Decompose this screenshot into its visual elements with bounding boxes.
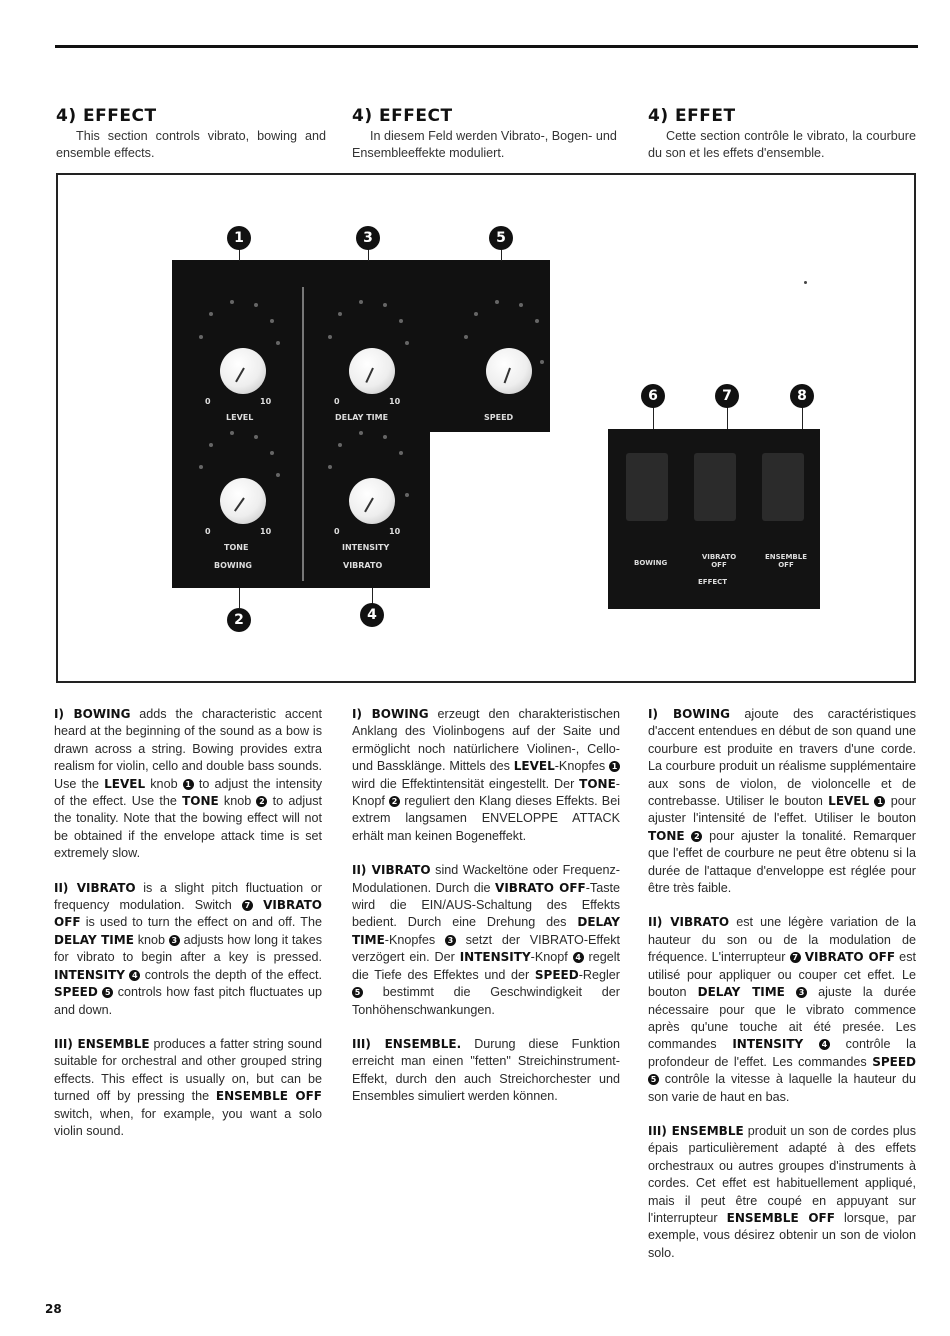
control-name: SPEED — [872, 1054, 916, 1069]
callout-ref: 4 — [129, 970, 140, 981]
body-text: adjusts how long it takes for vibrato to begin after a key is pressed. — [54, 932, 322, 965]
tone-knob[interactable] — [220, 478, 266, 524]
body-text: produit un son de cordes plus épais particulièrement adapté à des effets orchestraux ou autres groupes d'instruments à cordes. Cet effet est habituellement appliqué, mais il peut être coupé en appuyant sur l'interrupteur — [648, 1123, 916, 1225]
speed-label: SPEED — [484, 413, 514, 422]
col-de-header — [352, 106, 620, 162]
callout-ref: 1 — [874, 796, 885, 807]
body-text: -Knopf — [530, 950, 573, 965]
delay-time-label: DELAY TIME — [335, 413, 389, 422]
body-text: pour ajuster l'intensité de l'effet. Utiliser le bouton — [648, 794, 917, 826]
level-knob[interactable] — [220, 348, 266, 394]
body-text: pour ajuster la tonalité. Remarquer que l'effet de courbure ne peut être obtenu si la durée de l'attaque d'enveloppe est réglée pour être très faible. — [648, 828, 917, 896]
callout-ref: 4 — [819, 1039, 830, 1050]
callout-ref: 2 — [691, 831, 702, 842]
level-label: LEVEL — [226, 413, 254, 422]
intensity-knob[interactable] — [349, 478, 395, 524]
body-text: switch, when, for example, you want a solo violin sound. — [54, 1106, 322, 1138]
control-name: VIBRATO OFF — [804, 950, 896, 965]
section-heading: I) BOWING — [54, 707, 131, 721]
body-text: knob — [145, 776, 183, 791]
section-heading: III) ENSEMBLE. — [352, 1036, 462, 1051]
col-en-header — [56, 106, 326, 162]
body-text: wird die Effektintensität eingestellt. Der — [352, 776, 580, 791]
control-name: ENSEMBLE OFF — [215, 1089, 322, 1104]
body-text: -Knopf — [352, 776, 620, 809]
control-name: VIBRATO OFF — [495, 880, 586, 895]
section-paragraph — [54, 880, 322, 1019]
callout-ref: 5 — [352, 987, 363, 998]
callout-6: 6 — [641, 384, 665, 408]
callout-2: 2 — [227, 608, 251, 632]
section-paragraph — [648, 1123, 916, 1262]
body-text: knob — [133, 932, 169, 947]
section-heading: II) VIBRATO — [54, 880, 136, 895]
body-text: controls the depth of the effect. — [140, 967, 323, 982]
callout-3: 3 — [356, 226, 380, 250]
callout-ref: 2 — [389, 796, 400, 807]
ensemble-off-switch[interactable] — [762, 453, 804, 521]
callout-ref: 2 — [256, 796, 267, 807]
callout-4: 4 — [360, 603, 384, 627]
vibrato-off-switch-label: VIBRATO OFF — [701, 553, 737, 569]
callout-ref: 5 — [648, 1074, 659, 1085]
heading-de: 4) EFFECT — [352, 106, 453, 126]
body-text: regelt die Tiefe des Effektes und der — [352, 950, 620, 982]
vibrato-off-switch[interactable] — [694, 453, 736, 521]
callout-ref: 7 — [242, 900, 253, 911]
control-name: DELAY TIME — [54, 932, 134, 947]
body-text: setzt der VIBRATO-Effekt verzögert ein. Der — [352, 932, 621, 965]
body-text: adds the characteristic accent heard at the beginning of the sound as a bow is drawn across a string. Bowing provides extra realism for violin, cello and double bass sounds. Use the — [54, 707, 322, 791]
section-heading: I) BOWING — [352, 707, 429, 721]
section-paragraph — [352, 1036, 620, 1106]
intro-en: This section controls vibrato, bowing and ensemble effects. — [56, 129, 326, 160]
body-text: -Taste wird die EIN/AUS-Schaltung des Effekts bedient. Durch eine Drehung des — [352, 880, 621, 930]
callout-1: 1 — [227, 226, 251, 250]
control-name: LEVEL — [513, 759, 555, 774]
body-text: to adjust the tonality. Note that the bowing effect will not be obtained if the envelope attack time is set extremely slow. — [54, 794, 323, 861]
control-name: TONE — [648, 828, 685, 843]
body-text: is used to turn the effect on and off. The — [80, 915, 322, 930]
body-text: lorsque, par exemple, vous désirez obtenir un son de violon solo. — [648, 1210, 916, 1260]
vibrato-section-label: VIBRATO — [343, 561, 383, 570]
body-text: bestimmt die Geschwindigkeit der Tonhöhenschwankungen. — [352, 985, 620, 1017]
section-heading: III) ENSEMBLE — [648, 1123, 744, 1138]
section-heading: II) VIBRATO — [648, 915, 730, 930]
body-text — [803, 1037, 819, 1051]
body-fr — [648, 706, 916, 1279]
body-de — [352, 706, 620, 1123]
body-text: Durung diese Funktion erreicht man einen "fetten" Streichinstrument-Effekt, durch den auch Streichorchester und Ensembles simuliert werden können. — [352, 1036, 620, 1104]
callout-7: 7 — [715, 384, 739, 408]
body-text: contrôle la profondeur de l'effet. Les commandes — [648, 1037, 916, 1069]
heading-fr: 4) EFFET — [648, 106, 736, 126]
body-text: ajoute des caractéristiques d'accent entendues en début de son quand une courbure est produite en travers d'une corde. La courbure produit un réalisme supplémentaire aux sons de violon, de violoncelle et de contrebasse. Utiliser le bouton — [648, 707, 916, 809]
control-name: INTENSITY — [459, 950, 531, 965]
callout-5: 5 — [489, 226, 513, 250]
callout-ref: 4 — [573, 952, 584, 963]
intro-fr: Cette section contrôle le vibrato, la courbure du son et les effets d'ensemble. — [648, 129, 916, 160]
section-paragraph — [352, 862, 620, 1019]
body-text: is a slight pitch fluctuation or frequency modulation. Switch — [54, 880, 322, 913]
control-name: VIBRATO OFF — [54, 898, 322, 930]
section-paragraph — [54, 706, 322, 863]
body-en — [54, 706, 322, 1157]
body-text: est une légère variation de la hauteur du son ou de la modulation de fréquence. L'interrupteur — [648, 915, 916, 965]
control-name: TONE — [182, 794, 219, 809]
callout-ref: 3 — [169, 935, 180, 946]
page-number: 28 — [45, 1302, 62, 1316]
ensemble-off-switch-label: ENSEMBLE OFF — [764, 553, 807, 569]
control-name: DELAY TIME — [352, 915, 620, 947]
section-paragraph — [54, 1036, 322, 1140]
section-paragraph — [648, 914, 916, 1105]
control-name: DELAY TIME — [697, 985, 785, 1000]
body-text: est utilisé pour appliquer ou couper cet effet. Le bouton — [648, 950, 916, 1000]
body-text — [253, 898, 263, 912]
callout-ref: 3 — [445, 935, 456, 946]
speed-knob[interactable] — [486, 348, 532, 394]
effect-panel-figure: 0 10 0 10 0 10 0 10 LEVEL DELAY TIME SPEED TONE INTENSITY BOWING VIBRATO BOWING VIBRATO OFF ENSEMBLE OFF EFFECT 1 3 5 2 4 6 7 8 — [56, 173, 916, 683]
callout-ref: 1 — [183, 779, 194, 790]
section-heading: I) BOWING — [648, 707, 730, 721]
body-text: sind Wackeltöne oder Frequenz-Modulationen. Durch die — [352, 863, 620, 895]
callout-ref: 7 — [790, 952, 801, 963]
body-text: contrôle la vitesse à laquelle la hauteur du son varie de haut en bas. — [648, 1072, 916, 1104]
top-rule — [55, 45, 918, 48]
section-heading: III) ENSEMBLE — [54, 1036, 150, 1051]
control-name: TONE — [579, 776, 616, 791]
body-text: -Knopfes — [384, 932, 445, 947]
knob-panel-top — [172, 260, 550, 432]
intensity-label: INTENSITY — [342, 543, 390, 552]
body-text: controls how fast pitch fluctuates up and down. — [54, 985, 323, 1017]
callout-ref: 1 — [609, 761, 620, 772]
body-text: ajuste la durée nécessaire pour que le vibrato commence après qu'une touche ait été presée. Les commandes — [648, 985, 916, 1052]
effect-switch-label: EFFECT — [698, 578, 728, 586]
section-heading: II) VIBRATO — [352, 863, 431, 878]
bowing-switch-label: BOWING — [634, 559, 668, 567]
callout-ref: 3 — [796, 987, 807, 998]
body-text: reguliert den Klang dieses Effekts. Bei extrem langsamen ENVELOPPE ATTACK erhält man keinen Bogeneffekt. — [352, 794, 620, 843]
control-name: LEVEL — [104, 776, 146, 791]
tone-label: TONE — [224, 543, 249, 552]
body-text: -Knopfes — [554, 759, 609, 774]
body-text: to adjust the intensity of the effect. Use the — [54, 776, 323, 809]
body-text — [685, 829, 692, 843]
delay-time-knob[interactable] — [349, 348, 395, 394]
control-name: ENSEMBLE OFF — [726, 1210, 835, 1225]
body-text: erzeugt den charakteristischen Anklang des Violinbogens auf der Saite und ermöglicht noch natürlichere Violinen-, Cello- und Bassklänge. Mittels des — [352, 707, 620, 774]
heading-en: 4) EFFECT — [56, 106, 157, 126]
bowing-section-label: BOWING — [214, 561, 252, 570]
body-text: produces a fatter string sound suitable for orchestral and other grouped string effects. This effect is usually on, but can be turned off by pressing the — [54, 1036, 322, 1104]
section-paragraph — [648, 706, 916, 897]
panel-divider — [302, 287, 304, 581]
col-fr-header — [648, 106, 916, 162]
section-paragraph — [352, 706, 620, 845]
body-text — [785, 985, 796, 999]
bowing-switch[interactable] — [626, 453, 668, 521]
body-text: -Regler — [578, 967, 620, 982]
control-name: INTENSITY — [732, 1037, 804, 1052]
intro-de: In diesem Feld werden Vibrato-, Bogen- und Ensembleeffekte moduliert. — [352, 129, 617, 160]
control-name: SPEED — [534, 967, 579, 982]
control-name: SPEED — [54, 985, 98, 1000]
callout-8: 8 — [790, 384, 814, 408]
body-text: knob — [218, 794, 257, 809]
control-name: LEVEL — [828, 794, 870, 809]
callout-ref: 5 — [102, 987, 113, 998]
control-name: INTENSITY — [54, 967, 125, 982]
